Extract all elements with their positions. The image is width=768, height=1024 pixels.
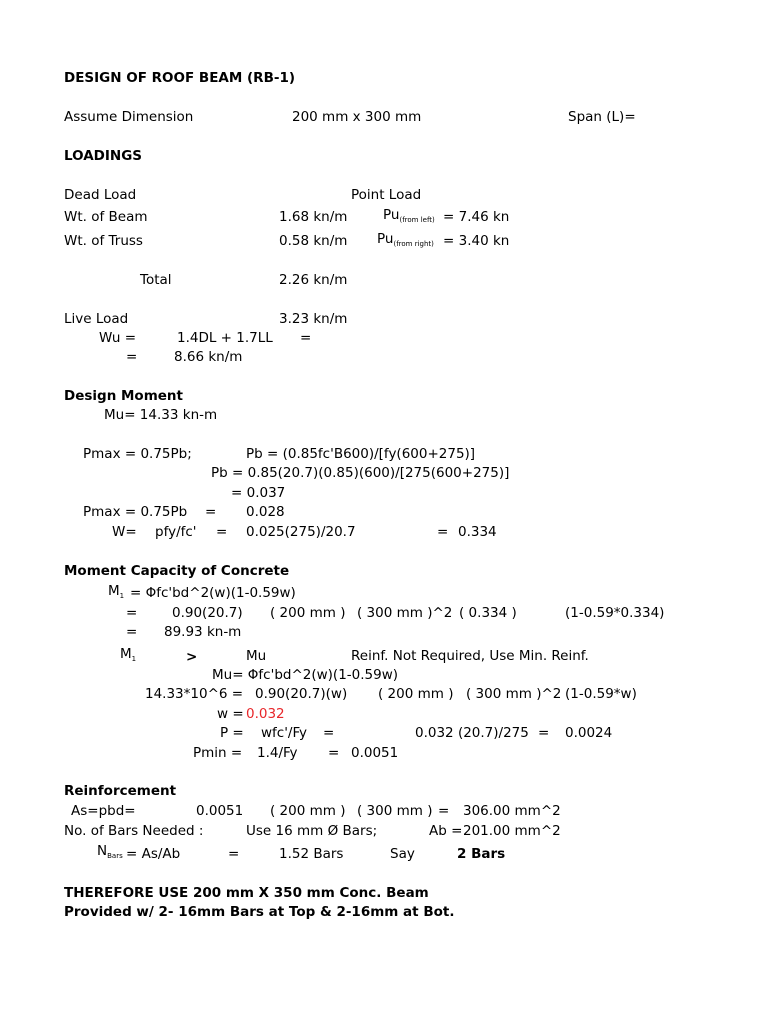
m1-row2-w: ( 0.334 ) xyxy=(459,605,517,621)
omega-label: w = xyxy=(217,706,244,722)
live-load-label: Live Load xyxy=(64,311,129,327)
m1-row2-equals: = xyxy=(126,605,138,621)
point-load-label: Point Load xyxy=(351,187,422,203)
say-label: Say xyxy=(390,846,415,862)
m1-row3-equals: = xyxy=(126,624,138,640)
pmin-value: 0.0051 xyxy=(351,745,399,761)
conclusion-line-2: Provided w/ 2- 16mm Bars at Top & 2-16mm at Bot. xyxy=(64,904,455,920)
as-ratio: 0.0051 xyxy=(196,803,244,819)
pmin-label: Pmin = xyxy=(193,745,243,761)
as-label: As=pbd= xyxy=(71,803,136,819)
solve-factor: (1-0.59*w) xyxy=(565,686,637,702)
bars-needed-label: No. of Bars Needed : xyxy=(64,823,204,839)
dimension-label: Assume Dimension xyxy=(64,109,194,125)
mu-formula: Mu= Φfc'bd^2(w)(1-0.59w) xyxy=(212,667,399,683)
page-title: DESIGN OF ROOF BEAM (RB-1) xyxy=(64,70,296,86)
m1-formula: = Φfc'bd^2(w)(1-0.59w) xyxy=(130,585,296,601)
pu-left-label: $Pu_{(from left)}$ xyxy=(383,207,435,224)
moment-capacity-heading: Moment Capacity of Concrete xyxy=(64,563,290,579)
wu-value: 8.66 kn/m xyxy=(174,349,243,365)
wu-label: Wu = xyxy=(99,330,137,346)
p-substitution: 0.032 (20.7)/275 xyxy=(415,725,529,741)
wu-equals: = xyxy=(300,330,312,346)
p-label: P = xyxy=(220,725,244,741)
beam-weight-value: 1.68 kn/m xyxy=(279,209,348,225)
nbars-label: $N_{Bars}$ xyxy=(97,843,123,860)
ab-label: Ab = xyxy=(429,823,463,839)
as-equals: = xyxy=(438,803,450,819)
m1-row2-fc: 0.90(20.7) xyxy=(172,605,243,621)
span-label: Span (L)= xyxy=(568,109,636,125)
pu-right-value: = 3.40 kn xyxy=(443,233,510,249)
w-equals: = xyxy=(216,524,228,540)
nbars-value: 1.52 Bars xyxy=(279,846,344,862)
ab-value: 201.00 mm^2 xyxy=(463,823,561,839)
design-moment-heading: Design Moment xyxy=(64,388,183,404)
pmax-formula-2: Pmax = 0.75Pb xyxy=(83,504,188,520)
live-load-value: 3.23 kn/m xyxy=(279,311,348,327)
solve-fc: 0.90(20.7)(w) xyxy=(255,686,348,702)
as-depth: ( 300 mm ) xyxy=(357,803,433,819)
w-value: 0.334 xyxy=(458,524,497,540)
say-value: 2 Bars xyxy=(457,846,506,862)
omega-value: 0.032 xyxy=(246,706,285,722)
compare-mu-label: Mu xyxy=(246,648,267,664)
wu-equals-2: = xyxy=(126,349,138,365)
truss-weight-value: 0.58 kn/m xyxy=(279,233,348,249)
pmin-formula: 1.4/Fy xyxy=(257,745,298,761)
greater-than-symbol: > xyxy=(186,649,198,665)
reinforcement-note: Reinf. Not Required, Use Min. Reinf. xyxy=(351,648,589,664)
pu-left-value: = 7.46 kn xyxy=(443,209,510,225)
pu-right-label: $Pu_{(from right)}$ xyxy=(377,231,434,248)
as-value: 306.00 mm^2 xyxy=(463,803,561,819)
m1-row2-d: ( 300 mm )^2 xyxy=(357,605,453,621)
nbars-equals: = xyxy=(228,846,240,862)
pmax-formula: Pmax = 0.75Pb; xyxy=(83,446,192,462)
w-substitution: 0.025(275)/20.7 xyxy=(246,524,356,540)
pb-formula: Pb = (0.85fc'B600)/[fy(600+275)] xyxy=(246,446,476,462)
compare-m1-label: $M_1$ xyxy=(120,646,137,663)
m1-row2-b: ( 200 mm ) xyxy=(270,605,346,621)
w-label: W= xyxy=(112,524,137,540)
solve-d: ( 300 mm )^2 xyxy=(466,686,562,702)
p-value: 0.0024 xyxy=(565,725,613,741)
pmax-value: 0.028 xyxy=(246,504,285,520)
total-label: Total xyxy=(140,272,172,288)
pb-substitution: Pb = 0.85(20.7)(0.85)(600)/[275(600+275)] xyxy=(211,465,510,481)
m1-label: $M_1$ xyxy=(108,583,125,600)
as-width: ( 200 mm ) xyxy=(270,803,346,819)
solve-b: ( 200 mm ) xyxy=(378,686,454,702)
pmin-equals: = xyxy=(328,745,340,761)
pmax-equals: = xyxy=(205,504,217,520)
conclusion-line-1: THEREFORE USE 200 mm X 350 mm Conc. Beam xyxy=(64,885,429,901)
truss-weight-label: Wt. of Truss xyxy=(64,233,143,249)
bar-size: Use 16 mm Ø Bars; xyxy=(246,823,378,839)
total-value: 2.26 kn/m xyxy=(279,272,348,288)
m1-value: 89.93 kn-m xyxy=(164,624,242,640)
dimension-value: 200 mm x 300 mm xyxy=(292,109,422,125)
wu-formula: 1.4DL + 1.7LL xyxy=(177,330,273,346)
beam-weight-label: Wt. of Beam xyxy=(64,209,148,225)
w-equals-2: = xyxy=(437,524,449,540)
w-formula: pfy/fc' xyxy=(155,524,197,540)
m1-row2-factor: (1-0.59*0.334) xyxy=(565,605,665,621)
nbars-formula: = As/Ab xyxy=(126,846,181,862)
p-equals-2: = xyxy=(538,725,550,741)
mu-value: Mu= 14.33 kn-m xyxy=(104,407,218,423)
reinforcement-heading: Reinforcement xyxy=(64,783,177,799)
p-formula: wfc'/Fy xyxy=(261,725,307,741)
loadings-heading: LOADINGS xyxy=(64,148,143,164)
dead-load-label: Dead Load xyxy=(64,187,137,203)
p-equals: = xyxy=(323,725,335,741)
pb-value: = 0.037 xyxy=(231,485,286,501)
solve-lhs: 14.33*10^6 = xyxy=(145,686,244,702)
